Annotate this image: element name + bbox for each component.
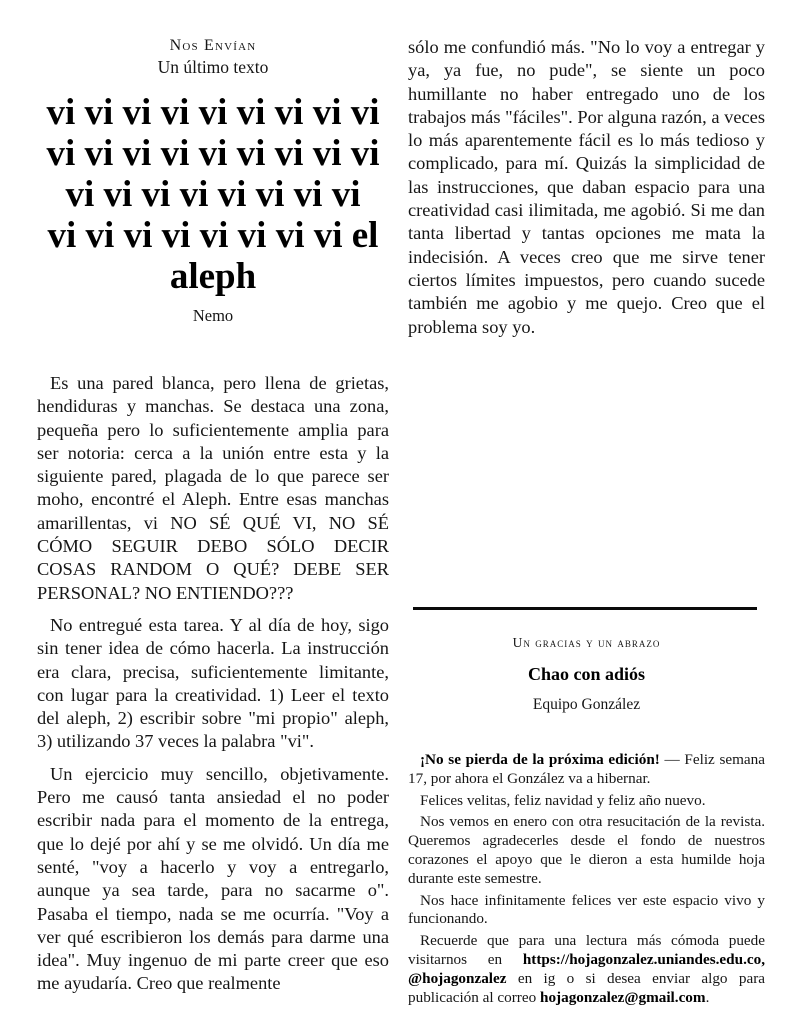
section-kicker: Nos Envían (169, 37, 257, 54)
title-line: vi vi vi vi vi vi vi vi vi (46, 133, 380, 174)
article-byline: Nemo (192, 306, 234, 325)
note-paragraph: Felices velitas, feliz navidad y feliz año nuevo. (420, 791, 706, 809)
title-line: vi vi vi vi vi vi vi vi (65, 174, 361, 215)
farewell-title: Chao con adiós (527, 664, 646, 684)
contact-text: . (705, 988, 710, 1006)
body-paragraph: Un ejercicio muy sencillo, objetivamente. Pero me causó tanta ansiedad el no poder escribir nada para el momento de la entrega, que lo dejé por ahí y se me olvidó. Un día me senté, "voy a hacerlo y voy a entregarlo, aunque ya sea tarde, para no sacarme o". Pasaba el tiempo, nada se me ocurría. "Voy a ver qué escribieron los demás para darme una idea". Muy ingenuo de mi parte creer que eso me ayudaría. Creo que realmente (37, 763, 389, 994)
article-title (37, 92, 389, 297)
website-link[interactable]: https://hojagonzalez.uniandes.edu.co, @hojagonzalez (408, 950, 765, 987)
title-line: vi vi vi vi vi vi vi vi vi (46, 92, 380, 133)
body-paragraph: Es una pared blanca, pero llena de grietas, hendiduras y manchas. Se destaca una zona, pequeña pero lo suficientemente amplia para ser notoria: cerca a la unión entre esta y la siguiente pared, plagada de lo que parece ser moho, encontré el Aleph. Entre esas manchas amarillentas, vi NO SÉ QUÉ VI, NO SÉ CÓMO SEGUIR DEBO SÓLO DECIR COSAS RANDOM O QUÉ? DEBE SER PERSONAL? NO ENTIENDO??? (37, 373, 389, 603)
note-paragraph: Nos hace infinitamente felices ver este espacio vivo y funcionando. (408, 891, 765, 928)
continuation-paragraph: sólo me confundió más. "No lo voy a entregar y ya, ya fue, no pude", se siente un poco humillante no haber entregado uno de los trabajos más "fáciles". Por alguna razón, a veces lo más aparentemente fácil es lo más tedioso y complicado, para mí. Quizás la simplicidad de las instrucciones, que daban espacio para una creatividad casi ilimitada, me agobió. Si me dan tanta libertad y tantas opciones me mata la indecisión. A veces creo que me sirve tener ciertos límites impuestos, pero cuando sucede también me agobio y me quejo. Creo que el problema soy yo. (408, 37, 765, 337)
contact-text: en ig o si desea enviar algo para publicación al correo (408, 969, 765, 1006)
contact-paragraph (408, 932, 765, 1007)
title-line: aleph (169, 256, 257, 297)
section-subtitle: Un último texto (157, 57, 269, 77)
contact-text: Recuerde que para una lectura más cómoda puede visitarnos en (408, 932, 765, 968)
note-paragraph: Nos vemos en enero con otra resucitación de la revista. Queremos agradecerles desde el fondo de nuestros corazones el apoyo que le dieron a esta humilde hoja durante este semestre. (408, 813, 765, 887)
farewell-kicker: Un gracias y un abrazo (512, 635, 661, 650)
farewell-notes (408, 751, 765, 1007)
left-column (37, 36, 389, 1005)
section-divider (413, 607, 757, 610)
title-line: vi vi vi vi vi vi vi vi el (47, 215, 379, 256)
right-column (408, 36, 765, 1006)
notice-rest: — Feliz semana 17, por ahora el González va a hibernar. (408, 751, 765, 787)
farewell-section (408, 607, 765, 1010)
notice-paragraph (408, 751, 765, 789)
body-paragraph: No entregué esta tarea. Y al día de hoy, sigo sin tener idea de cómo hacerla. La instrucción era clara, precisa, suficientemente limitante, con lugar para la creatividad. 1) Leer el texto del aleph, 2) escribir sobre "mi propio" aleph, 3) utilizando 37 veces la palabra "vi". (37, 614, 389, 752)
farewell-byline: Equipo González (532, 696, 641, 713)
notice-bold: ¡No se pierda de la próxima edición! (420, 751, 660, 768)
email-link[interactable]: hojagonzalez@gmail.com (540, 988, 706, 1006)
